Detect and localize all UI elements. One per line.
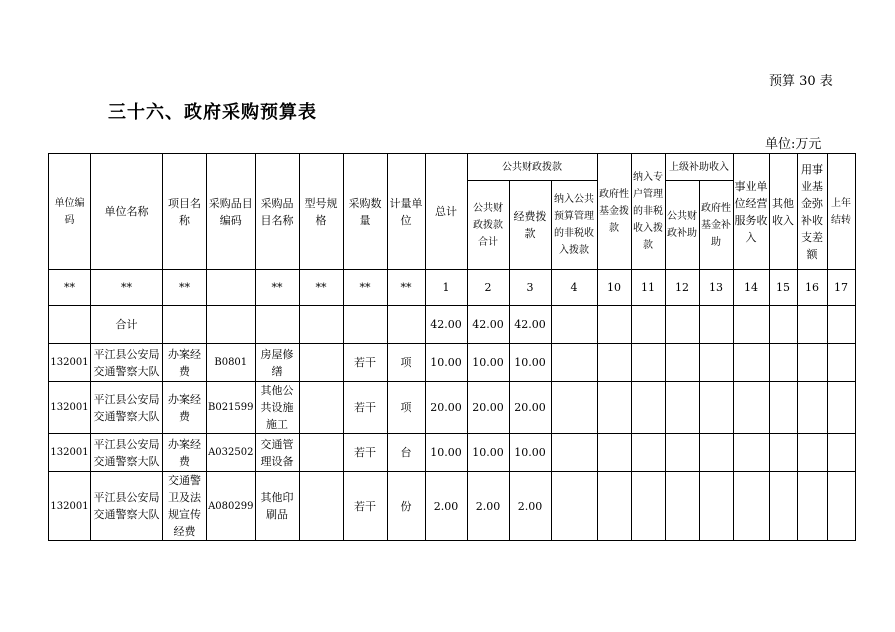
row-measure: 份: [387, 472, 425, 541]
index-cell: 1: [425, 270, 467, 306]
row-unit-name: 平江县公安局交通警察大队: [91, 344, 163, 382]
index-cell: 14: [733, 270, 769, 306]
row-measure: 台: [387, 434, 425, 472]
header-qty: 采购数量: [343, 154, 387, 270]
unit-label: 单位:万元: [765, 137, 822, 152]
row-funding: 10.00: [509, 344, 551, 382]
row-project: 办案经费: [163, 434, 207, 472]
header-measure: 计量单位: [387, 154, 425, 270]
row-total: 10.00: [425, 434, 467, 472]
row-pf-total: 10.00: [467, 344, 509, 382]
row-pf-total: 10.00: [467, 434, 509, 472]
index-cell: [207, 270, 256, 306]
row-qty: 若干: [343, 472, 387, 541]
total-pf-amount: 42.00: [467, 306, 509, 344]
header-reserve-fund: 用事业基金弥补收支差额: [797, 154, 827, 270]
index-row: [49, 270, 856, 306]
index-cell: **: [299, 270, 343, 306]
table-row: [49, 434, 856, 472]
total-label: 合计: [91, 306, 163, 344]
index-cell: 3: [509, 270, 551, 306]
row-item-name: 交通管理设备: [255, 434, 299, 472]
index-cell: 13: [699, 270, 733, 306]
index-cell: **: [91, 270, 163, 306]
header-special-account: 纳入专户管理的非税收入拨款: [631, 154, 665, 270]
row-spec: [299, 472, 343, 541]
row-funding: 20.00: [509, 382, 551, 434]
header-gov-fund: 政府性基金拨款: [597, 154, 631, 270]
row-project: 交通警卫及法规宣传经费: [163, 472, 207, 541]
row-qty: 若干: [343, 434, 387, 472]
total-amount: 42.00: [425, 306, 467, 344]
index-cell: **: [255, 270, 299, 306]
row-item-code: B021599: [207, 382, 256, 434]
index-cell: 12: [665, 270, 699, 306]
total-row: [49, 306, 856, 344]
row-spec: [299, 344, 343, 382]
row-unit-name: 平江县公安局交通警察大队: [91, 434, 163, 472]
row-funding: 10.00: [509, 434, 551, 472]
row-pf-total: 2.00: [467, 472, 509, 541]
header-unit-code: 单位编码: [49, 154, 91, 270]
row-unit-name: 平江县公安局交通警察大队: [91, 382, 163, 434]
index-cell: **: [387, 270, 425, 306]
header-item-code: 采购品目编码: [207, 154, 256, 270]
row-item-name: 房屋修缮: [255, 344, 299, 382]
row-total: 2.00: [425, 472, 467, 541]
row-unit-code: 132001: [49, 382, 91, 434]
row-unit-name: 平江县公安局交通警察大队: [91, 472, 163, 541]
header-sup-fund: 政府性基金补助: [699, 181, 733, 270]
header-unit-name: 单位名称: [91, 154, 163, 270]
page-title: 三十六、政府采购预算表: [108, 102, 317, 123]
row-item-name: 其他公共设施施工: [255, 382, 299, 434]
header-pf-total: 公共财政拨款合计: [467, 181, 509, 270]
header-other-income: 其他收入: [769, 154, 797, 270]
table-row: [49, 472, 856, 541]
row-qty: 若干: [343, 382, 387, 434]
header-nontax: 纳入公共预算管理的非税收入拨款: [551, 181, 597, 270]
row-total: 10.00: [425, 344, 467, 382]
table-row: [49, 344, 856, 382]
row-unit-code: 132001: [49, 344, 91, 382]
header-sup-public: 公共财政补助: [665, 181, 699, 270]
index-cell: 16: [797, 270, 827, 306]
index-cell: **: [163, 270, 207, 306]
row-item-code: A080299: [207, 472, 256, 541]
total-funding-amount: 42.00: [509, 306, 551, 344]
row-pf-total: 20.00: [467, 382, 509, 434]
row-funding: 2.00: [509, 472, 551, 541]
row-measure: 项: [387, 382, 425, 434]
row-measure: 项: [387, 344, 425, 382]
row-unit-code: 132001: [49, 434, 91, 472]
index-cell: 17: [827, 270, 855, 306]
index-cell: **: [343, 270, 387, 306]
header-carryover: 上年结转: [827, 154, 855, 270]
row-qty: 若干: [343, 344, 387, 382]
index-cell: 11: [631, 270, 665, 306]
row-spec: [299, 434, 343, 472]
row-unit-code: 132001: [49, 472, 91, 541]
index-cell: 15: [769, 270, 797, 306]
header-project-name: 项目名称: [163, 154, 207, 270]
form-number: 预算 30 表: [769, 74, 833, 89]
row-spec: [299, 382, 343, 434]
index-cell: 10: [597, 270, 631, 306]
row-item-code: B0801: [207, 344, 256, 382]
header-spec: 型号规格: [299, 154, 343, 270]
table-row: [49, 382, 856, 434]
index-cell: 2: [467, 270, 509, 306]
header-business-income: 事业单位经营服务收入: [733, 154, 769, 270]
row-project: 办案经费: [163, 344, 207, 382]
index-cell: **: [49, 270, 91, 306]
header-superior-subsidy: 上级补助收入: [665, 154, 733, 181]
header-public-finance: 公共财政拨款: [467, 154, 597, 181]
row-item-name: 其他印刷品: [255, 472, 299, 541]
header-item-name: 采购品目名称: [255, 154, 299, 270]
header-funding: 经费拨款: [509, 181, 551, 270]
row-project: 办案经费: [163, 382, 207, 434]
row-item-code: A032502: [207, 434, 256, 472]
procurement-budget-table: [48, 153, 856, 541]
index-cell: 4: [551, 270, 597, 306]
header-total: 总计: [425, 154, 467, 270]
row-total: 20.00: [425, 382, 467, 434]
